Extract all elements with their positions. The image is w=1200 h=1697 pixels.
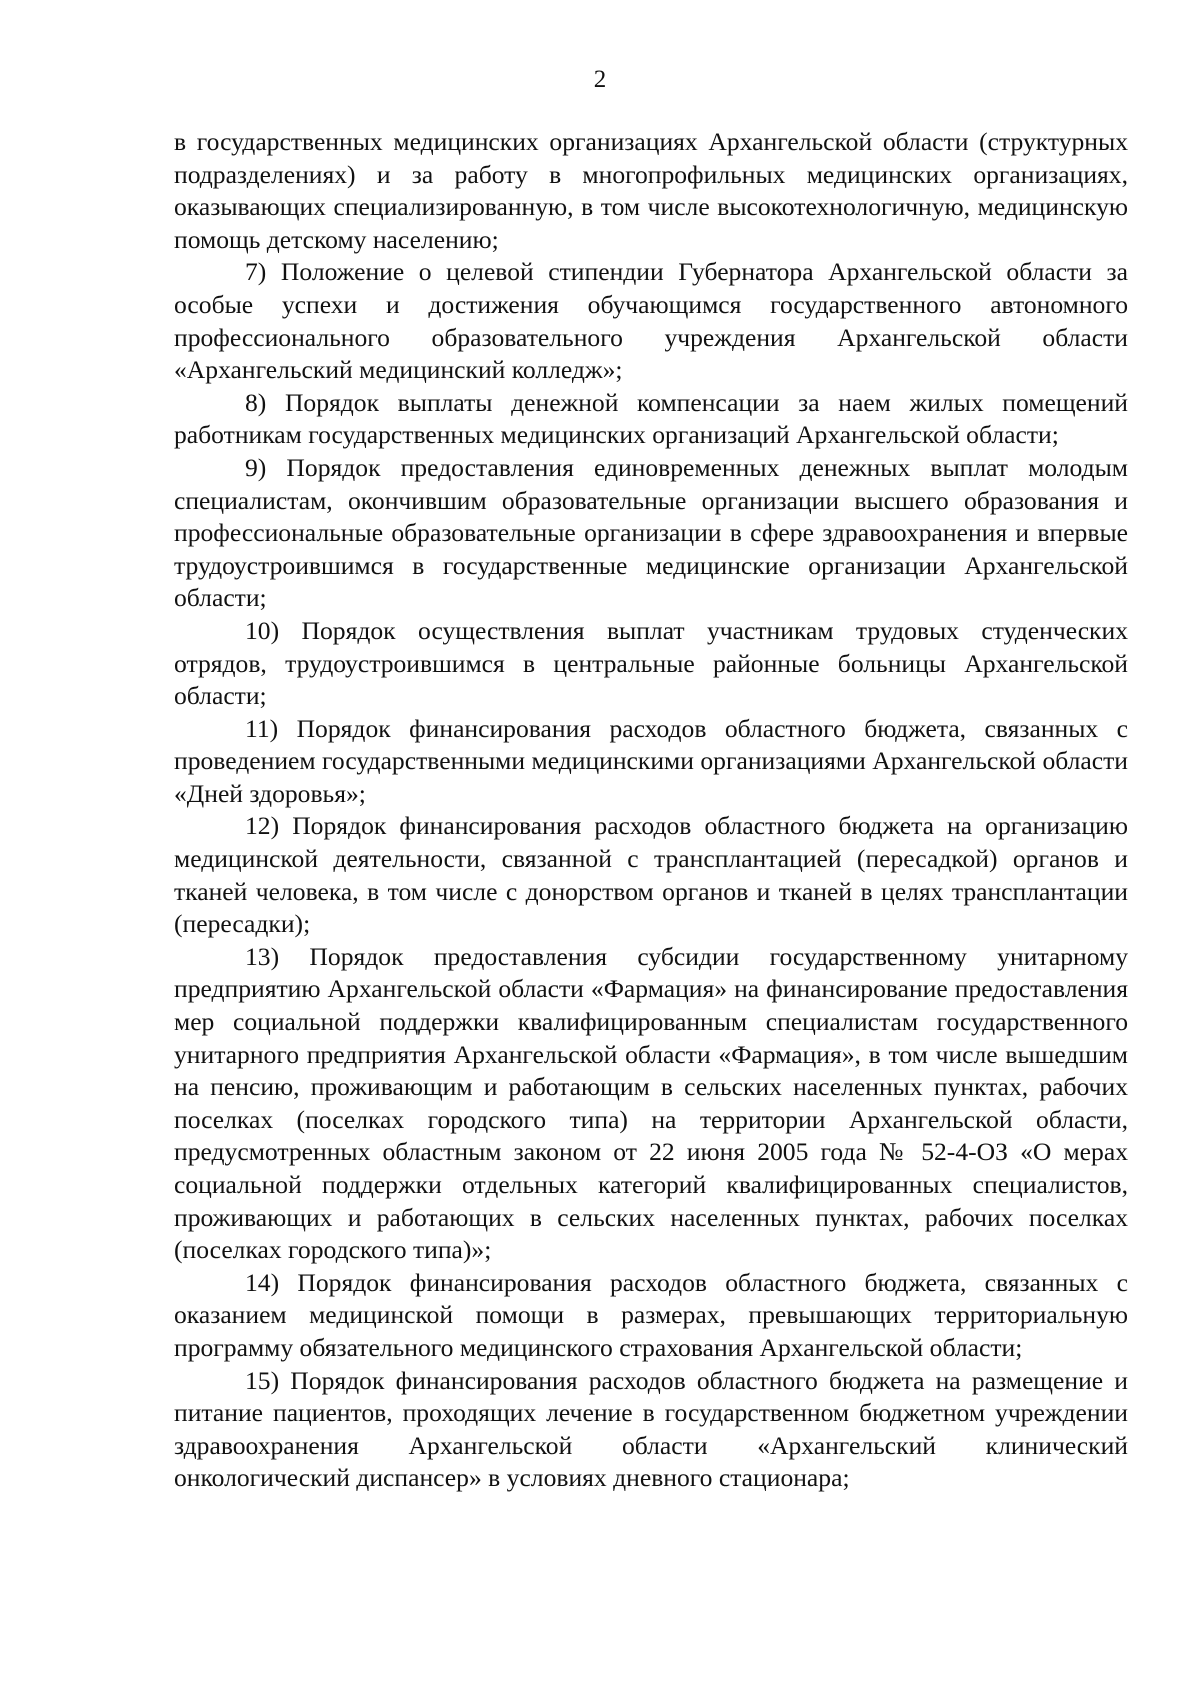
list-item-8: 8) Порядок выплаты денежной компенсации за наем жилых помещений работникам государственных медицинских организаций Архангельской области; xyxy=(174,387,1128,450)
list-item-12: 12) Порядок финансирования расходов областного бюджета на организацию медицинской деятельности, связанной с трансплантацией (пересадкой) органов и тканей человека, в том числе с донорством органов и тканей в целях трансплантации (пересадки); xyxy=(174,811,1128,939)
page-number: 2 xyxy=(593,66,607,93)
list-item-7: 7) Положение о целевой стипендии Губернатора Архангельской области за особые успехи и достижения обучающимся государственного автономного профессионального образовательного учреждения Архангельской области «Архангельский медицинский колледж»; xyxy=(174,257,1128,385)
document-body xyxy=(174,126,1128,1495)
paragraph-intro: в государственных медицинских организациях Архангельской области (структурных подразделениях) и за работу в многопрофильных медицинских организациях, оказывающих специализированную, в том числе высокотехнологичную, медицинскую помощь детскому населению; xyxy=(174,127,1128,254)
list-item-13: 13) Порядок предоставления субсидии государственному унитарному предприятию Архангельской области «Фармация» на финансирование предоставления мер социальной поддержки квалифицированным специалистам государственного унитарного предприятия Архангельской области «Фармация», в том числе вышедшим на пенсию, проживающим и работающим в сельских населенных пунктах, рабочих поселках (поселках городского типа) на территории Архангельской области, предусмотренных областным законом от 22 июня 2005 года № 52-4-ОЗ «О мерах социальной поддержки отдельных категорий квалифицированных специалистов, проживающих и работающих в сельских населенных пунктах, рабочих поселках (поселках городского типа)»; xyxy=(174,941,1128,1265)
list-item-11: 11) Порядок финансирования расходов областного бюджета, связанных с проведением государственными медицинскими организациями Архангельской области «Дней здоровья»; xyxy=(174,713,1128,808)
list-item-15: 15) Порядок финансирования расходов областного бюджета на размещение и питание пациентов, проходящих лечение в государственном бюджетном учреждении здравоохранения Архангельской области «Архангельский клинический онкологический диспансер» в условиях дневного стационара; xyxy=(174,1365,1128,1493)
list-item-9: 9) Порядок предоставления единовременных денежных выплат молодым специалистам, окончившим образовательные организации высшего образования и профессиональные образовательные организации в сфере здравоохранения и впервые трудоустроившимся в государственные медицинские организации Архангельской области; xyxy=(174,452,1128,613)
list-item-14: 14) Порядок финансирования расходов областного бюджета, связанных с оказанием медицинской помощи в размерах, превышающих территориальную программу обязательного медицинского страхования Архангельской области; xyxy=(174,1267,1128,1362)
list-item-10: 10) Порядок осуществления выплат участникам трудовых студенческих отрядов, трудоустроившимся в центральные районные больницы Архангельской области; xyxy=(174,615,1128,711)
